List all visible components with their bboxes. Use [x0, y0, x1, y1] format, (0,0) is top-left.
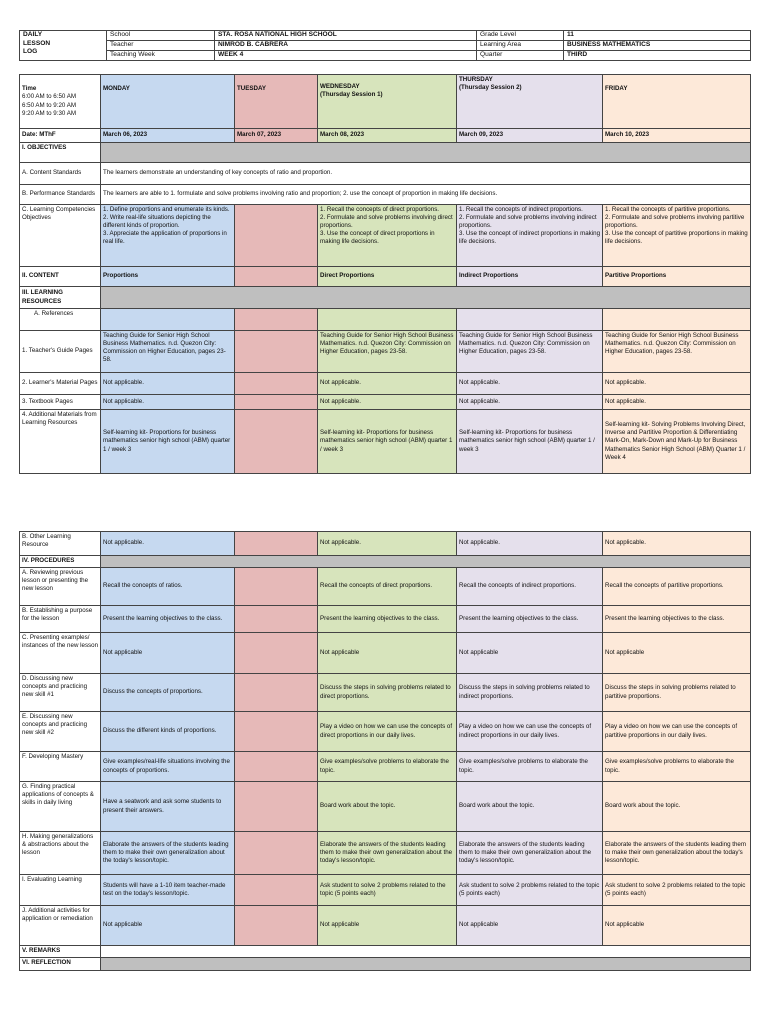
- tb-monday: Not applicable.: [101, 395, 235, 410]
- procedure-thursday: Discuss the steps in solving problems related to indirect proportions.: [457, 674, 603, 712]
- procedure-wednesday: Discuss the steps in solving problems related to direct proportions.: [318, 674, 457, 712]
- tg-friday: Teaching Guide for Senior High School Business Mathematics. n.d. Quezon City: Commission on Higher Education, pages 23-58.: [603, 331, 751, 373]
- procedure-wednesday: Elaborate the answers of the students leading them to make their own generalization about the today's lesson/topic.: [318, 832, 457, 875]
- procedure-tuesday: [235, 782, 318, 832]
- time-cell: Time 6:00 AM to 6:50 AM 6:50 AM to 9:20 AM 9:20 AM to 9:30 AM: [20, 75, 101, 129]
- other-resource-label: B. Other Learning Resource: [20, 532, 101, 556]
- procedure-monday: Give examples/real-life situations involving the concepts of proportions.: [101, 752, 235, 782]
- procedure-tuesday: [235, 712, 318, 752]
- procedure-friday: Recall the concepts of partitive proportions.: [603, 568, 751, 606]
- procedure-tuesday: [235, 875, 318, 906]
- procedure-wednesday: Not applicable: [318, 906, 457, 946]
- competencies-thursday: 1. Recall the concepts of indirect proportions. 2. Formulate and solve problems involving indirect proportions. 3. Use the concept of indirect proportions in making life decisions.: [457, 205, 603, 267]
- tb-thursday: Not applicable.: [457, 395, 603, 410]
- tg-tuesday: [235, 331, 318, 373]
- content-monday: Proportions: [101, 267, 235, 287]
- content-friday: Partitive Proportions: [603, 267, 751, 287]
- lesson-table-page-1: [19, 74, 751, 474]
- additional-materials-tuesday: [235, 410, 318, 474]
- remarks-heading: V. REMARKS: [20, 946, 101, 958]
- area-label: Learning Area: [477, 41, 564, 51]
- procedure-row: [20, 712, 751, 752]
- procedure-friday: Ask student to solve 2 problems related to the topic (5 points each): [603, 875, 751, 906]
- week-label: Teaching Week: [107, 51, 215, 61]
- school-value: STA. ROSA NATIONAL HIGH SCHOOL: [215, 31, 477, 41]
- procedure-thursday: Elaborate the answers of the students leading them to make their own generalization about the today's lesson/topic.: [457, 832, 603, 875]
- content-standards-value: The learners demonstrate an understanding of key concepts of ratio and proportion.: [101, 163, 751, 185]
- procedure-wednesday: Not applicable: [318, 633, 457, 674]
- lesson-table-page-2: [19, 531, 751, 971]
- lm-friday: Not applicable.: [603, 373, 751, 395]
- tb-friday: Not applicable.: [603, 395, 751, 410]
- procedure-label: G. Finding practical applications of concepts & skills in daily living: [20, 782, 101, 832]
- references-wednesday: [318, 309, 457, 331]
- procedure-thursday: Not applicable: [457, 906, 603, 946]
- other-resource-friday: Not applicable.: [603, 532, 751, 556]
- procedure-tuesday: [235, 906, 318, 946]
- procedure-tuesday: [235, 752, 318, 782]
- procedure-monday: Elaborate the answers of the students leading them to make their own generalization about the today's lesson/topic.: [101, 832, 235, 875]
- remarks-value: [101, 946, 751, 958]
- content-heading: II. CONTENT: [20, 267, 101, 287]
- procedure-row: [20, 674, 751, 712]
- competencies-wednesday: 1. Recall the concepts of direct proportions. 2. Formulate and solve problems involving direct proportions. 3. Use the concept of direct proportions in making life decisions.: [318, 205, 457, 267]
- day-header-wednesday: WEDNESDAY (Thursday Session 1): [318, 75, 457, 129]
- procedures-bar: [101, 556, 751, 568]
- date-monday: March 06, 2023: [101, 129, 235, 143]
- tg-monday: Teaching Guide for Senior High School Business Mathematics. n.d. Quezon City: Commission on Higher Education, pages 23-58.: [101, 331, 235, 373]
- additional-materials-wednesday: Self-learning kit- Proportions for business mathematics senior high school (ABM) quarter 1 / week 3: [318, 410, 457, 474]
- lm-monday: Not applicable.: [101, 373, 235, 395]
- procedure-friday: Not applicable: [603, 633, 751, 674]
- procedure-label: B. Establishing a purpose for the lesson: [20, 606, 101, 633]
- procedure-wednesday: Play a video on how we can use the concepts of direct proportions in our daily lives.: [318, 712, 457, 752]
- date-wednesday: March 08, 2023: [318, 129, 457, 143]
- references-monday: [101, 309, 235, 331]
- other-resource-thursday: Not applicable.: [457, 532, 603, 556]
- procedure-thursday: Present the learning objectives to the class.: [457, 606, 603, 633]
- procedure-monday: Not applicable: [101, 906, 235, 946]
- date-friday: March 10, 2023: [603, 129, 751, 143]
- procedure-friday: Play a video on how we can use the concepts of partitive proportions in our daily lives.: [603, 712, 751, 752]
- procedure-wednesday: Ask student to solve 2 problems related to the topic (5 points each): [318, 875, 457, 906]
- performance-standards-label: B. Performance Standards: [20, 185, 101, 205]
- content-wednesday: Direct Proportions: [318, 267, 457, 287]
- other-resource-wednesday: Not applicable.: [318, 532, 457, 556]
- procedure-friday: Elaborate the answers of the students leading them to make their own generalization about the today's lesson/topic.: [603, 832, 751, 875]
- additional-materials-thursday: Self-learning kit- Proportions for business mathematics senior high school (ABM) quarter 1 / week 3: [457, 410, 603, 474]
- competencies-label: C. Learning Competencies Objectives: [20, 205, 101, 267]
- procedure-label: I. Evaluating Learning: [20, 875, 101, 906]
- lm-tuesday: [235, 373, 318, 395]
- content-thursday: Indirect Proportions: [457, 267, 603, 287]
- procedure-thursday: Ask student to solve 2 problems related to the topic (5 points each): [457, 875, 603, 906]
- procedure-thursday: Board work about the topic.: [457, 782, 603, 832]
- header-table: [19, 30, 751, 61]
- procedure-monday: Discuss the concepts of proportions.: [101, 674, 235, 712]
- procedure-monday: Not applicable: [101, 633, 235, 674]
- tg-thursday: Teaching Guide for Senior High School Business Mathematics. n.d. Quezon City: Commission on Higher Education, pages 23-58.: [457, 331, 603, 373]
- procedure-monday: Recall the concepts of ratios.: [101, 568, 235, 606]
- procedure-friday: Board work about the topic.: [603, 782, 751, 832]
- procedure-wednesday: Board work about the topic.: [318, 782, 457, 832]
- additional-materials-monday: Self-learning kit- Proportions for business mathematics senior high school (ABM) quarter 1 / week 3: [101, 410, 235, 474]
- other-resource-monday: Not applicable.: [101, 532, 235, 556]
- procedure-tuesday: [235, 568, 318, 606]
- procedure-friday: Discuss the steps in solving problems related to partitive proportions.: [603, 674, 751, 712]
- procedure-thursday: Give examples/solve problems to elaborate the topic.: [457, 752, 603, 782]
- procedure-wednesday: Recall the concepts of direct proportions.: [318, 568, 457, 606]
- procedure-row: [20, 875, 751, 906]
- references-label: A. References: [20, 309, 101, 331]
- tg-wednesday: Teaching Guide for Senior High School Business Mathematics. n.d. Quezon City: Commission on Higher Education, pages 23-58.: [318, 331, 457, 373]
- school-label: School: [107, 31, 215, 41]
- procedure-row: [20, 568, 751, 606]
- procedure-tuesday: [235, 633, 318, 674]
- procedure-label: A. Reviewing previous lesson or presenting the new lesson: [20, 568, 101, 606]
- procedures-heading: IV. PROCEDURES: [20, 556, 101, 568]
- date-label: Date: MThF: [20, 129, 101, 143]
- day-header-thursday: THURSDAY (Thursday Session 2): [457, 75, 603, 129]
- day-header-monday: MONDAY: [101, 75, 235, 129]
- tb-label: 3. Textbook Pages: [20, 395, 101, 410]
- lm-thursday: Not applicable.: [457, 373, 603, 395]
- procedure-wednesday: Present the learning objectives to the class.: [318, 606, 457, 633]
- teacher-label: Teacher: [107, 41, 215, 51]
- procedure-row: [20, 782, 751, 832]
- week-value: WEEK 4: [215, 51, 477, 61]
- reflection-bar: [101, 958, 751, 971]
- procedure-label: E. Discussing new concepts and practicing new skill #2: [20, 712, 101, 752]
- tb-tuesday: [235, 395, 318, 410]
- date-tuesday: March 07, 2023: [235, 129, 318, 143]
- procedure-row: [20, 906, 751, 946]
- additional-materials-friday: Self-learning kit- Solving Problems Involving Direct, Inverse and Partitive Proportion & Differentiating Mark-On, Mark-Down and Mark-Up for Business Mathematics Senior High School (ABM) Quarter 1 / Week 4: [603, 410, 751, 474]
- procedure-monday: Present the learning objectives to the class.: [101, 606, 235, 633]
- procedure-row: [20, 606, 751, 633]
- procedure-label: C. Presenting examples/ instances of the new lesson: [20, 633, 101, 674]
- procedure-label: F. Developing Mastery: [20, 752, 101, 782]
- objectives-heading: I. OBJECTIVES: [20, 143, 101, 163]
- procedure-thursday: Recall the concepts of indirect proportions.: [457, 568, 603, 606]
- procedure-row: [20, 752, 751, 782]
- procedure-thursday: Not applicable: [457, 633, 603, 674]
- procedure-thursday: Play a video on how we can use the concepts of indirect proportions in our daily lives.: [457, 712, 603, 752]
- references-thursday: [457, 309, 603, 331]
- procedure-row: [20, 832, 751, 875]
- day-header-tuesday: TUESDAY: [235, 75, 318, 129]
- procedure-monday: Students will have a 1-10 item teacher-made test on the today's lesson/topic.: [101, 875, 235, 906]
- procedure-friday: Not applicable: [603, 906, 751, 946]
- lm-label: 2. Learner's Material Pages: [20, 373, 101, 395]
- date-thursday: March 09, 2023: [457, 129, 603, 143]
- procedure-label: D. Discussing new concepts and practicing new skill #1: [20, 674, 101, 712]
- procedure-friday: Give examples/solve problems to elaborate the topic.: [603, 752, 751, 782]
- day-header-friday: FRIDAY: [603, 75, 751, 129]
- tb-wednesday: Not applicable.: [318, 395, 457, 410]
- procedure-monday: Discuss the different kinds of proportions.: [101, 712, 235, 752]
- references-tuesday: [235, 309, 318, 331]
- resources-bar: [101, 287, 751, 309]
- procedure-monday: Have a seatwork and ask some students to present their answers.: [101, 782, 235, 832]
- procedure-row: [20, 633, 751, 674]
- grade-value: 11: [564, 31, 751, 41]
- other-resource-tuesday: [235, 532, 318, 556]
- competencies-tuesday: [235, 205, 318, 267]
- teacher-value: NIMROD B. CABRERA: [215, 41, 477, 51]
- procedure-label: H. Making generalizations & abstractions about the lesson: [20, 832, 101, 875]
- lm-wednesday: Not applicable.: [318, 373, 457, 395]
- quarter-value: THIRD: [564, 51, 751, 61]
- quarter-label: Quarter: [477, 51, 564, 61]
- procedure-tuesday: [235, 674, 318, 712]
- competencies-friday: 1. Recall the concepts of partitive proportions. 2. Formulate and solve problems involving partitive proportions. 3. Use the concept of partitive proportions in making life decisions.: [603, 205, 751, 267]
- content-tuesday: [235, 267, 318, 287]
- references-friday: [603, 309, 751, 331]
- performance-standards-value: The learners are able to 1. formulate and solve problems involving ratio and proportion; 2. use the concept of proportion in making life decisions.: [101, 185, 751, 205]
- procedure-label: J. Additional activities for application or remediation: [20, 906, 101, 946]
- competencies-monday: 1. Define proportions and enumerate its kinds. 2. Write real-life situations depicting the different kinds of proportion. 3. Appreciate the application of proportions in real life.: [101, 205, 235, 267]
- procedure-friday: Present the learning objectives to the class.: [603, 606, 751, 633]
- procedure-tuesday: [235, 832, 318, 875]
- reflection-heading: VI. REFLECTION: [20, 958, 101, 971]
- learning-resources-heading: III. LEARNING RESOURCES: [20, 287, 101, 309]
- tg-label: 1. Teacher's Guide Pages: [20, 331, 101, 373]
- area-value: BUSINESS MATHEMATICS: [564, 41, 751, 51]
- objectives-bar: [101, 143, 751, 163]
- content-standards-label: A. Content Standards: [20, 163, 101, 185]
- grade-label: Grade Level: [477, 31, 564, 41]
- procedure-wednesday: Give examples/solve problems to elaborate the topic.: [318, 752, 457, 782]
- dll-title: DAILY LESSON LOG: [20, 31, 107, 61]
- add-label: 4. Additional Materials from Learning Resources: [20, 410, 101, 474]
- procedure-tuesday: [235, 606, 318, 633]
